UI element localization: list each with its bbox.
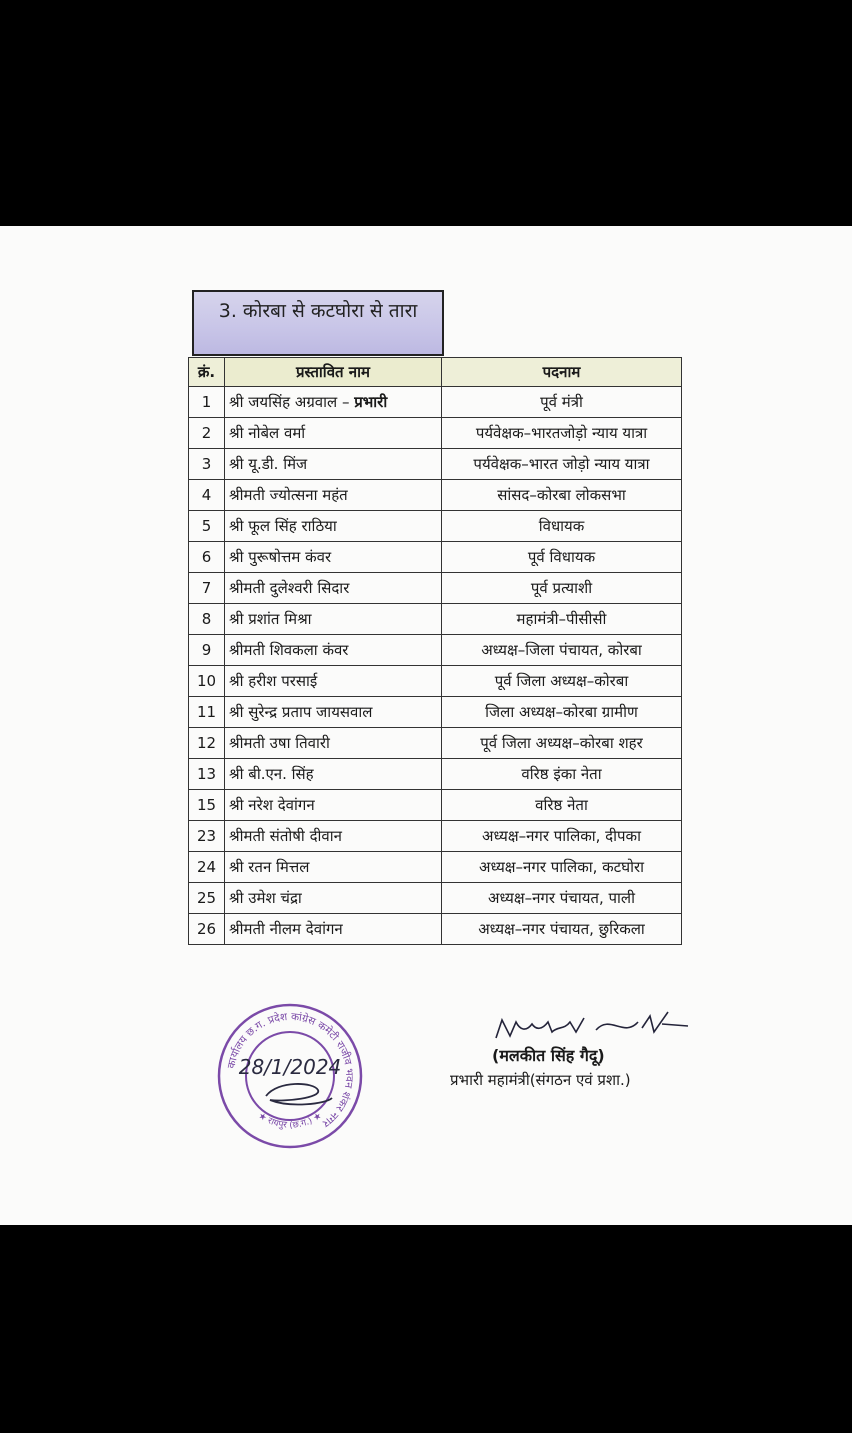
table-row — [189, 449, 682, 480]
row-role-bold: प्रभारी — [354, 393, 388, 411]
table-row — [189, 511, 682, 542]
row-name-text: श्रीमती दुलेश्वरी सिदार — [229, 579, 350, 597]
row-name-text: श्री रतन मित्तल — [229, 858, 310, 876]
row-designation: वरिष्ठ नेता — [442, 790, 682, 821]
row-name-text: श्री प्रशांत मिश्रा — [229, 610, 312, 628]
signer-title: प्रभारी महामंत्री(संगठन एवं प्रशा.) — [450, 1071, 631, 1089]
table-row — [189, 728, 682, 759]
row-name — [225, 759, 442, 790]
row-name-text: श्री यू.डी. मिंज — [229, 455, 308, 473]
row-name-text: श्रीमती शिवकला कंवर — [229, 641, 349, 659]
row-designation: वरिष्ठ इंका नेता — [442, 759, 682, 790]
signer-name: (मलकीत सिंह गैदू) — [492, 1046, 605, 1065]
nominee-table — [188, 357, 682, 945]
row-name-text: श्री पुरूषोत्तम कंवर — [229, 548, 332, 566]
table-header-row — [189, 358, 682, 387]
row-serial: 9 — [189, 635, 225, 666]
seal-initials-scribble — [266, 1084, 332, 1105]
row-name — [225, 604, 442, 635]
row-designation: पूर्व मंत्री — [442, 387, 682, 418]
row-name-text: श्री हरीश परसाई — [229, 672, 318, 690]
seal-date: 28/1/2024 — [238, 1055, 342, 1079]
row-serial: 4 — [189, 480, 225, 511]
row-name-text: श्री फूल सिंह राठिया — [229, 517, 337, 535]
table-row — [189, 666, 682, 697]
seal-ring-text: कार्यालय छ.ग. प्रदेश कांग्रेस कमेटी राजीव भवन शंकर नगर — [225, 1010, 356, 1130]
row-name — [225, 728, 442, 759]
row-name — [225, 542, 442, 573]
table-row — [189, 418, 682, 449]
row-serial: 1 — [189, 387, 225, 418]
row-designation: पर्यवेक्षक–भारतजोड़ो न्याय यात्रा — [442, 418, 682, 449]
header-serial: क्रं. — [189, 358, 225, 387]
table-row — [189, 914, 682, 945]
table-row — [189, 883, 682, 914]
table-row — [189, 542, 682, 573]
row-name — [225, 449, 442, 480]
row-designation: पर्यवेक्षक–भारत जोड़ो न्याय यात्रा — [442, 449, 682, 480]
row-serial: 10 — [189, 666, 225, 697]
row-designation: पूर्व जिला अध्यक्ष–कोरबा शहर — [442, 728, 682, 759]
header-designation: पदनाम — [442, 358, 682, 387]
row-name-text: श्री नरेश देवांगन — [229, 796, 315, 814]
row-serial: 5 — [189, 511, 225, 542]
row-name-text: श्रीमती ज्योत्सना महंत — [229, 486, 348, 504]
row-serial: 8 — [189, 604, 225, 635]
table-row — [189, 480, 682, 511]
row-serial: 11 — [189, 697, 225, 728]
row-designation: जिला अध्यक्ष–कोरबा ग्रामीण — [442, 697, 682, 728]
handwritten-signature — [492, 1008, 692, 1042]
row-designation: अध्यक्ष–नगर पालिका, दीपका — [442, 821, 682, 852]
row-designation: सांसद–कोरबा लोकसभा — [442, 480, 682, 511]
row-serial: 26 — [189, 914, 225, 945]
row-serial: 3 — [189, 449, 225, 480]
seal-bottom-text: ★ रायपुर (छ.ग.) ★ — [256, 1110, 324, 1131]
row-serial: 6 — [189, 542, 225, 573]
row-serial: 7 — [189, 573, 225, 604]
row-name — [225, 635, 442, 666]
row-designation: विधायक — [442, 511, 682, 542]
row-serial: 24 — [189, 852, 225, 883]
row-designation: अध्यक्ष–नगर पंचायत, छुरिकला — [442, 914, 682, 945]
row-serial: 12 — [189, 728, 225, 759]
row-designation: पूर्व जिला अध्यक्ष–कोरबा — [442, 666, 682, 697]
row-name-text: श्रीमती संतोषी दीवान — [229, 827, 342, 845]
row-serial: 25 — [189, 883, 225, 914]
row-name — [225, 852, 442, 883]
table-row — [189, 697, 682, 728]
row-designation: अध्यक्ष–नगर पालिका, कटघोरा — [442, 852, 682, 883]
row-designation: पूर्व विधायक — [442, 542, 682, 573]
row-serial: 2 — [189, 418, 225, 449]
table-row — [189, 387, 682, 418]
row-name — [225, 821, 442, 852]
table-row — [189, 790, 682, 821]
row-name — [225, 480, 442, 511]
row-serial: 23 — [189, 821, 225, 852]
row-name-text: श्री जयसिंह अग्रवाल – — [229, 393, 355, 411]
row-name — [225, 883, 442, 914]
row-name — [225, 697, 442, 728]
section-title: 3. कोरबा से कटघोरा से तारा — [192, 290, 444, 356]
row-designation: पूर्व प्रत्याशी — [442, 573, 682, 604]
row-name — [225, 387, 442, 418]
row-designation: महामंत्री–पीसीसी — [442, 604, 682, 635]
table-row — [189, 821, 682, 852]
row-name — [225, 511, 442, 542]
row-name — [225, 790, 442, 821]
row-name — [225, 418, 442, 449]
row-serial: 15 — [189, 790, 225, 821]
row-name-text: श्रीमती उषा तिवारी — [229, 734, 330, 752]
row-name — [225, 666, 442, 697]
row-name — [225, 914, 442, 945]
row-serial: 13 — [189, 759, 225, 790]
document-page — [0, 226, 852, 1225]
table-row — [189, 852, 682, 883]
row-designation: अध्यक्ष–जिला पंचायत, कोरबा — [442, 635, 682, 666]
row-name — [225, 573, 442, 604]
row-name-text: श्री उमेश चंद्रा — [229, 889, 302, 907]
row-name-text: श्री नोबेल वर्मा — [229, 424, 306, 442]
header-name: प्रस्तावित नाम — [225, 358, 442, 387]
row-name-text: श्री सुरेन्द्र प्रताप जायसवाल — [229, 703, 373, 721]
table-row — [189, 573, 682, 604]
table-row — [189, 604, 682, 635]
row-designation: अध्यक्ष–नगर पंचायत, पाली — [442, 883, 682, 914]
row-name-text: श्री बी.एन. सिंह — [229, 765, 314, 783]
table-row — [189, 635, 682, 666]
row-name-text: श्रीमती नीलम देवांगन — [229, 920, 343, 938]
office-seal — [214, 1000, 366, 1152]
table-row — [189, 759, 682, 790]
